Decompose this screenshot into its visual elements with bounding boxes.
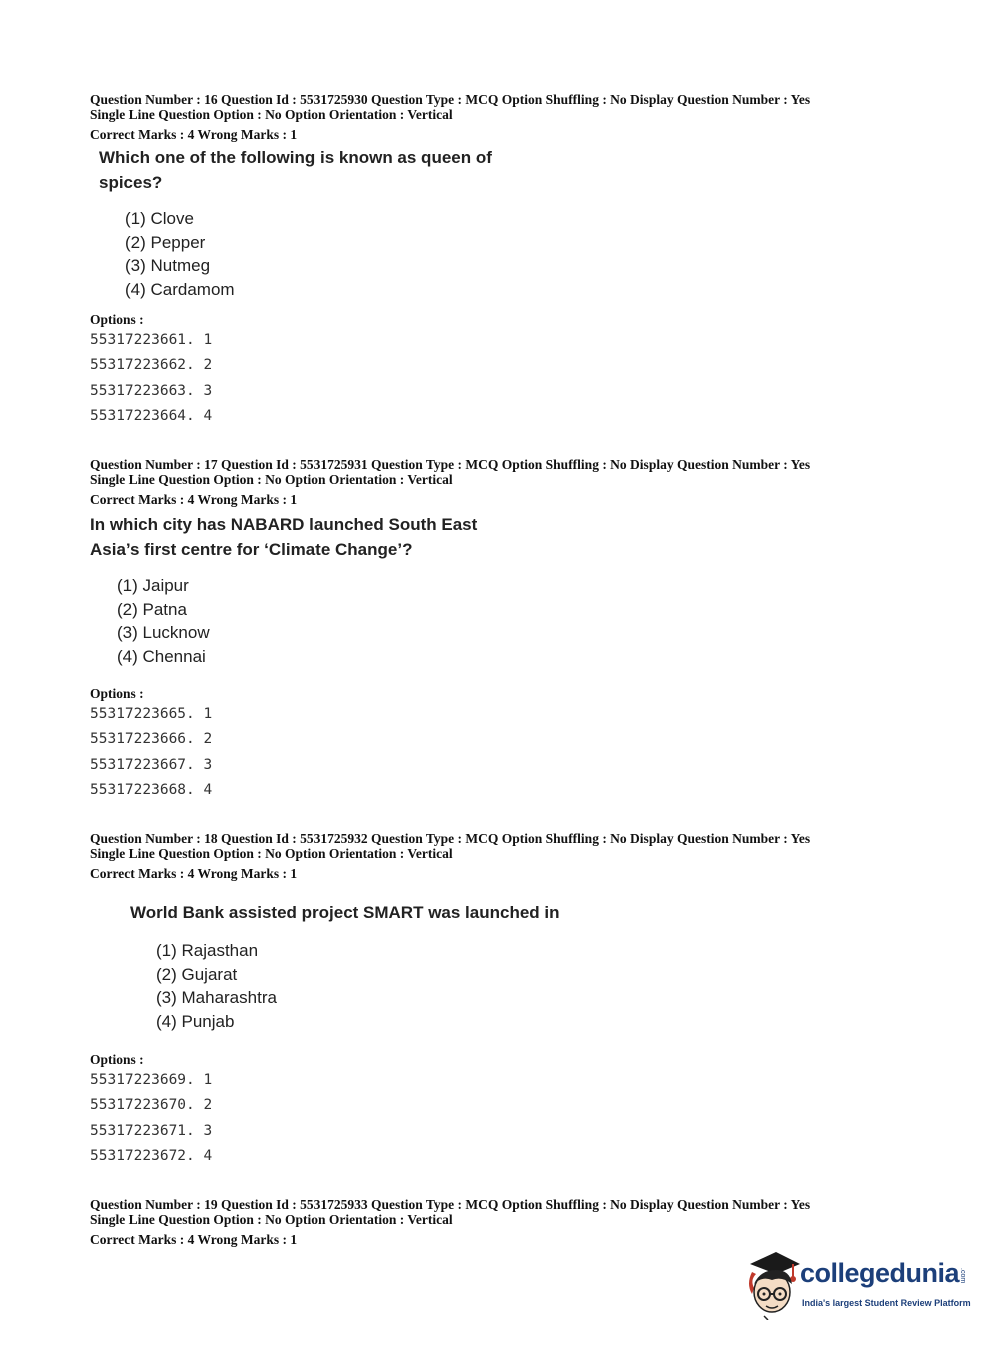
option-id: 55317223665. 1: [90, 706, 213, 722]
question-text-line: In which city has NABARD launched South East: [90, 515, 478, 534]
choice: (3) Lucknow: [117, 623, 210, 642]
option-ids: [90, 1068, 212, 1169]
question-meta-line: Single Line Question Option : No Option Orientation : Vertical: [90, 107, 453, 122]
choice: (4) Cardamom: [125, 279, 235, 299]
option-id: 55317223669. 1: [90, 1072, 213, 1088]
answer-choices: [125, 207, 235, 301]
question-meta-line: Question Number : 16 Question Id : 5531725930 Question Type : MCQ Option Shuffling : No Display Question Number : Yes: [90, 92, 811, 107]
option-id: 55317223667. 3: [90, 756, 213, 773]
options-label: Options :: [90, 312, 144, 327]
question-text-line: spices?: [99, 173, 163, 192]
choice: (2) Pepper: [125, 232, 206, 252]
choice: (3) Nutmeg: [125, 256, 211, 275]
choice: (1) Rajasthan: [156, 941, 259, 960]
question-text: [130, 900, 560, 925]
option-id: 55317223661. 1: [90, 332, 213, 348]
logo-wordmark: collegedunia: [800, 1258, 960, 1288]
option-id: 55317223666. 2: [90, 731, 213, 748]
question-meta-line: Single Line Question Option : No Option Orientation : Vertical: [90, 472, 453, 487]
marks-line: Correct Marks : 4 Wrong Marks : 1: [90, 866, 298, 881]
question-meta-line: Single Line Question Option : No Option Orientation : Vertical: [90, 846, 453, 861]
option-id: 55317223663. 3: [90, 382, 213, 399]
answer-choices: [117, 574, 210, 668]
choice: (3) Maharashtra: [156, 988, 277, 1007]
logo-tld: .com: [959, 1268, 966, 1284]
question-text: [90, 512, 477, 562]
choice: (1) Jaipur: [117, 576, 189, 595]
option-ids: [90, 328, 212, 429]
question-text-line: World Bank assisted project SMART was launched in: [130, 903, 560, 922]
option-id: 55317223664. 4: [90, 407, 213, 424]
option-id: 55317223672. 4: [90, 1147, 213, 1164]
answer-choices: [156, 939, 277, 1033]
logo-tagline: India's largest Student Review Platform: [802, 1298, 971, 1308]
question-meta-line: Question Number : 18 Question Id : 5531725932 Question Type : MCQ Option Shuffling : No Display Question Number : Yes: [90, 831, 811, 846]
choice: (2) Patna: [117, 599, 187, 619]
option-id: 55317223671. 3: [90, 1122, 213, 1139]
option-id: 55317223662. 2: [90, 357, 213, 374]
options-label: Options :: [90, 686, 144, 701]
choice: (1) Clove: [125, 209, 194, 228]
question-text-line: Which one of the following is known as queen of: [99, 148, 492, 167]
choice: (4) Chennai: [117, 646, 206, 666]
question-meta-line: Question Number : 17 Question Id : 5531725931 Question Type : MCQ Option Shuffling : No Display Question Number : Yes: [90, 457, 811, 472]
option-id: 55317223668. 4: [90, 781, 213, 798]
collegedunia-logo[interactable]: [742, 1250, 972, 1320]
choice: (2) Gujarat: [156, 964, 238, 984]
marks-line: Correct Marks : 4 Wrong Marks : 1: [90, 127, 298, 142]
mascot-icon: [742, 1250, 802, 1320]
option-ids: [90, 702, 212, 803]
question-text-line: Asia’s first centre for ‘Climate Change’?: [90, 540, 413, 559]
options-label: Options :: [90, 1052, 144, 1067]
question-text: [99, 145, 492, 195]
question-meta-line: Question Number : 19 Question Id : 5531725933 Question Type : MCQ Option Shuffling : No Display Question Number : Yes: [90, 1197, 811, 1212]
marks-line: Correct Marks : 4 Wrong Marks : 1: [90, 492, 298, 507]
option-id: 55317223670. 2: [90, 1097, 213, 1114]
choice: (4) Punjab: [156, 1011, 235, 1031]
question-meta-line: Single Line Question Option : No Option Orientation : Vertical: [90, 1212, 453, 1227]
marks-line: Correct Marks : 4 Wrong Marks : 1: [90, 1232, 298, 1247]
